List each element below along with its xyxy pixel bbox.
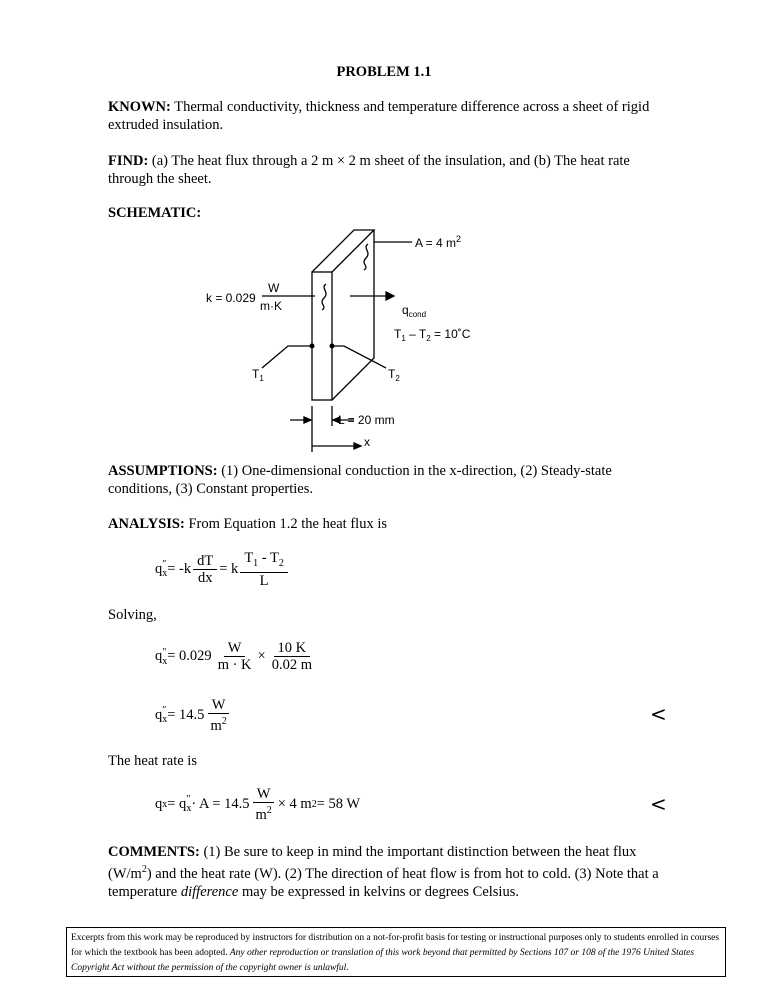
known-text: Thermal conductivity, thickness and temperature difference across a sheet of rigid extruded insulation. bbox=[108, 99, 650, 133]
schematic-diagram bbox=[190, 220, 510, 460]
answer-mark: < bbox=[650, 702, 667, 726]
delta-t-label: $T_1 - T_2$ = 10˚C bbox=[394, 327, 471, 343]
slab-top bbox=[312, 230, 374, 272]
find-label: FIND: bbox=[108, 153, 149, 169]
heat-rate-intro: The heat rate is bbox=[108, 753, 197, 769]
thickness-label: L = 20 mm bbox=[338, 413, 395, 427]
assumptions-section bbox=[108, 462, 668, 498]
k-label: k = 0.029 bbox=[206, 291, 256, 305]
known-section bbox=[108, 98, 668, 134]
q-cond-label: $q_{cond}$ bbox=[402, 303, 427, 319]
t1-label: $T_1$ bbox=[252, 367, 264, 383]
analysis-label: ANALYSIS: bbox=[108, 516, 185, 532]
assumptions-label: ASSUMPTIONS: bbox=[108, 463, 218, 479]
equation-heat-rate: q x = q ″ x · A = 14.5 $\frac{W}{m^2}$ × 4 m 2 = 58 W bbox=[155, 786, 361, 823]
copyright-notice: Excerpts from this work may be reproduced by instructors for distribution on a not-for-profit basis for testing or instructional purposes only to students enrolled in courses for which the textbook has been adopted. Any other reproduction or translation of this work beyond that permitted by Sections 107 or 108 of the 1976 United States Copyright Act without the permission of the copyright owner is unlawful. bbox=[66, 927, 726, 977]
problem-title: PROBLEM 1.1 bbox=[336, 64, 432, 80]
k-unit-den: m·K bbox=[260, 299, 282, 313]
find-text: (a) The heat flux through a 2 m × 2 m sheet of the insulation, and (b) The heat rate through the sheet. bbox=[108, 153, 630, 187]
equation-heat-flux-definition: q ″ x = -k $\frac{dT}{dx}$ = k $\frac{T_1 - T_2}{L}$ bbox=[155, 550, 290, 589]
analysis-section bbox=[108, 515, 668, 533]
answer-mark: < bbox=[650, 792, 667, 816]
area-label: A = 4 $m^2$ bbox=[415, 234, 462, 250]
slab-front bbox=[312, 272, 332, 400]
analysis-text: From Equation 1.2 the heat flux is bbox=[188, 516, 387, 532]
x-axis-label: x bbox=[364, 435, 370, 449]
schematic-label: SCHEMATIC: bbox=[108, 205, 202, 221]
k-unit-num: W bbox=[268, 281, 280, 295]
equation-heat-flux-substitution: q " x = 0.029 $\frac{W}{m \cdot K}$ × $\frac{10 K}{0.02 m}$ bbox=[155, 640, 312, 673]
comments-section: COMMENTS: (1) Be sure to keep in mind the important distinction between the heat flux $(W/m^2)$ and the heat rate (W). (2) The direction of heat flow is from hot to cold. (3) Note that a temperature difference may be expressed in kelvins or degrees Celsius. bbox=[108, 844, 659, 900]
comments-label: COMMENTS: bbox=[108, 844, 200, 860]
solving-text: Solving, bbox=[108, 607, 157, 623]
find-section bbox=[108, 152, 668, 188]
known-label: KNOWN: bbox=[108, 99, 171, 115]
t2-label: $T_2$ bbox=[388, 367, 400, 383]
assumptions-text: (1) One-dimensional conduction in the x-direction, (2) Steady-state conditions, (3) Constant properties. bbox=[108, 463, 612, 497]
equation-heat-flux-result: q ″ x = 14.5 $\frac{W}{m^2}$ bbox=[155, 697, 233, 734]
